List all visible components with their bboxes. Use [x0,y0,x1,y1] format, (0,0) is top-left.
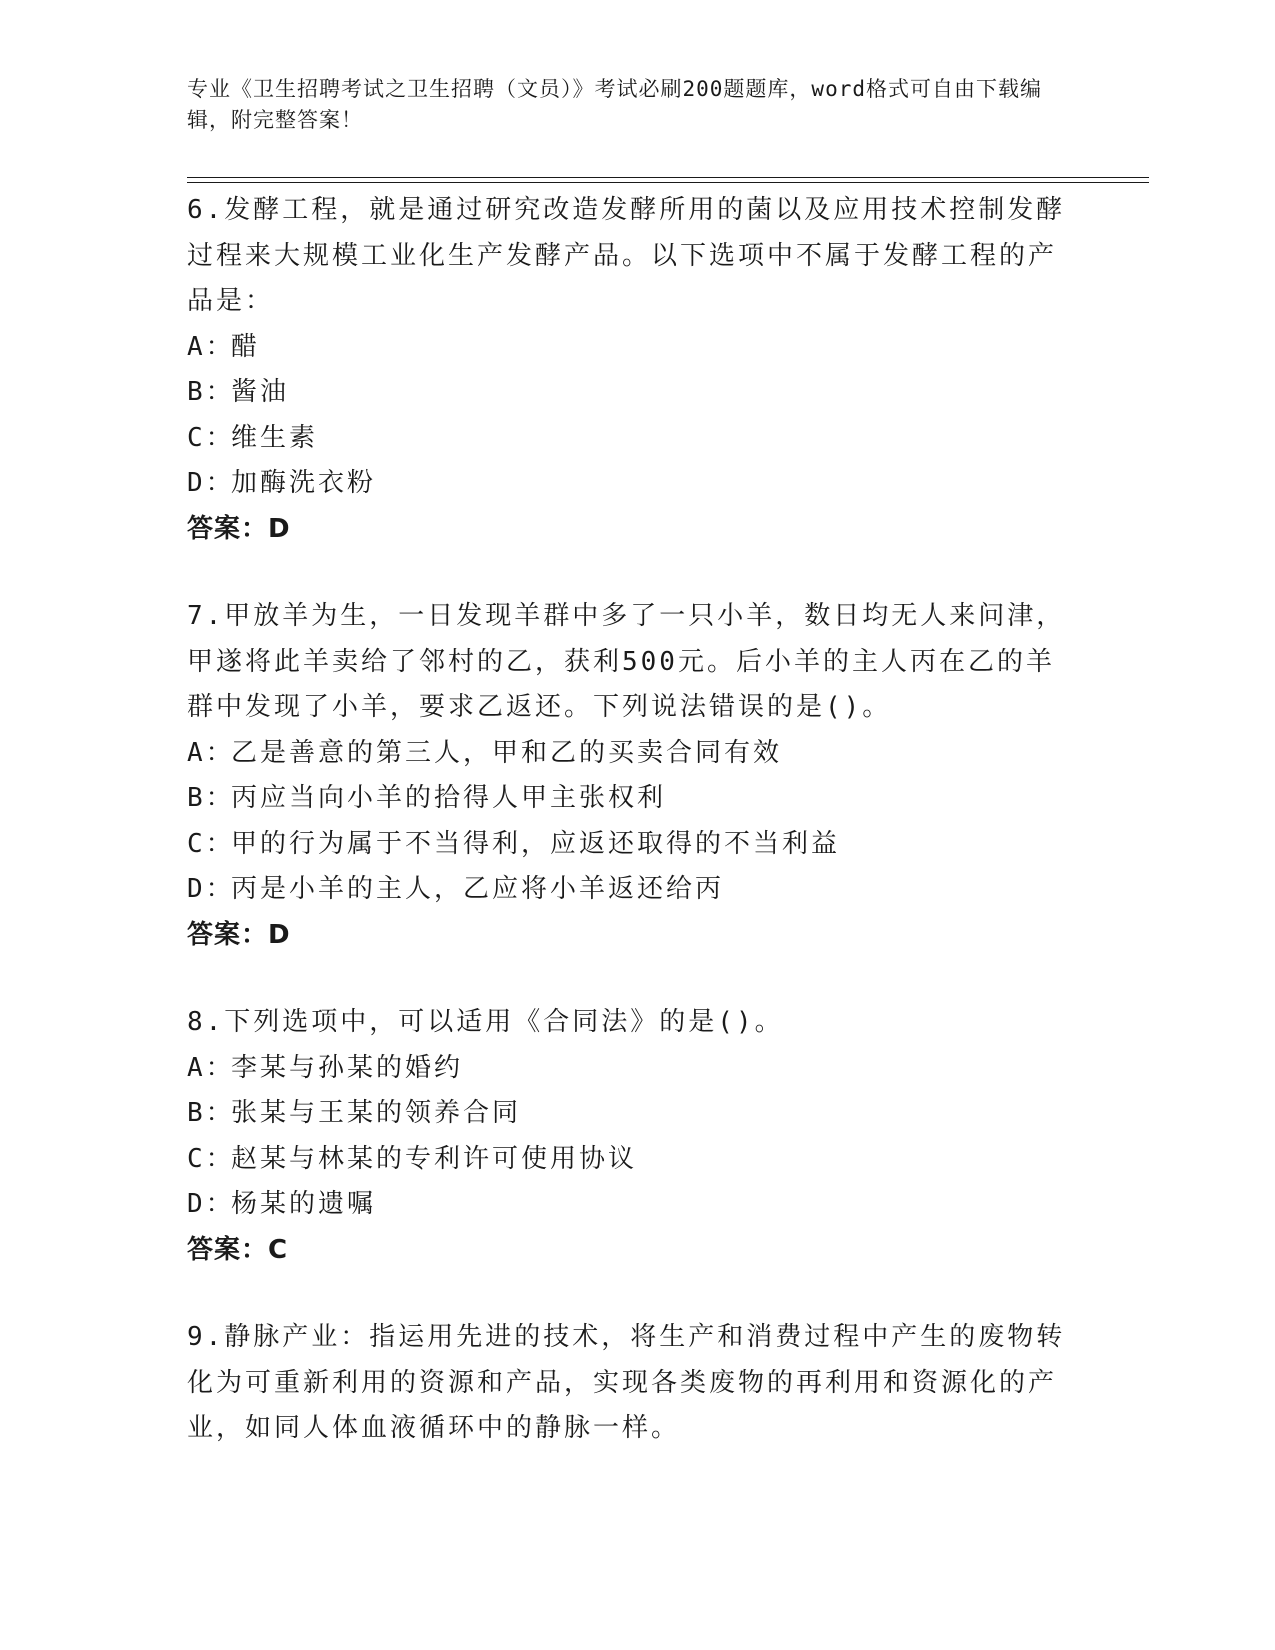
option-text: 丙应当向小羊的拾得人甲主张权利 [231,783,667,813]
option-b [187,370,1067,416]
question-7 [187,594,1067,958]
option-d [187,461,1067,507]
question-stem: 9.静脉产业：指运用先进的技术，将生产和消费过程中产生的废物转化为可重新利用的资源和产品，实现各类废物的再利用和资源化的产业，如同人体血液循环中的静脉一样。 [187,1322,1066,1443]
document-header: 专业《卫生招聘考试之卫生招聘（文员）》考试必刷200题题库，word格式可自由下载编辑，附完整答案！ [187,77,1042,132]
option-c [187,1137,1067,1183]
option-key: A： [187,1052,235,1083]
option-a [187,731,1067,777]
question-8 [187,1000,1067,1273]
option-c [187,822,1067,868]
header-divider-top [187,177,1149,178]
question-stem: 8.下列选项中，可以适用《合同法》的是()。 [187,1007,784,1037]
question-9 [187,1315,1067,1452]
option-text: 张某与王某的领养合同 [231,1098,522,1128]
option-key: C： [187,422,235,453]
question-6 [187,188,1067,552]
option-text: 乙是善意的第三人，甲和乙的买卖合同有效 [231,737,783,768]
option-key: A： [187,331,235,362]
option-key: C： [187,828,235,859]
option-key: D： [187,468,235,498]
header-divider-bottom [187,182,1149,183]
question-stem: 6.发酵工程，就是通过研究改造发酵所用的菌以及应用技术控制发酵过程来大规模工业化生产发酵产品。以下选项中不属于发酵工程的产品是： [187,195,1066,316]
option-text: 醋 [231,331,261,362]
option-key: B： [187,377,235,407]
question-stem: 7.甲放羊为生，一日发现羊群中多了一只小羊，数日均无人来问津，甲遂将此羊卖给了邻村的乙，获利500元。后小羊的主人丙在乙的羊群中发现了小羊，要求乙返还。下列说法错误的是()。 [187,601,1066,722]
answer-line: 答案：D [187,513,291,544]
option-c [187,416,1067,462]
question-list [187,188,1067,1494]
option-key: D： [187,874,235,904]
option-d [187,867,1067,913]
option-b [187,776,1067,822]
option-a [187,325,1067,371]
answer-line: 答案：C [187,1234,289,1265]
option-a [187,1046,1067,1092]
option-key: B： [187,783,235,813]
option-text: 李某与孙某的婚约 [231,1052,464,1083]
option-text: 加酶洗衣粉 [231,468,377,498]
option-key: C： [187,1143,235,1174]
option-b [187,1091,1067,1137]
option-text: 维生素 [231,422,319,453]
option-key: D： [187,1189,235,1219]
option-d [187,1182,1067,1228]
answer-line: 答案：D [187,919,291,950]
option-text: 赵某与林某的专利许可使用协议 [231,1143,638,1174]
option-key: B： [187,1098,235,1128]
option-text: 甲的行为属于不当得利，应返还取得的不当利益 [231,828,841,859]
option-text: 杨某的遗嘱 [231,1189,377,1219]
option-text: 酱油 [231,377,290,407]
option-text: 丙是小羊的主人，乙应将小羊返还给丙 [231,874,725,904]
option-key: A： [187,737,235,768]
